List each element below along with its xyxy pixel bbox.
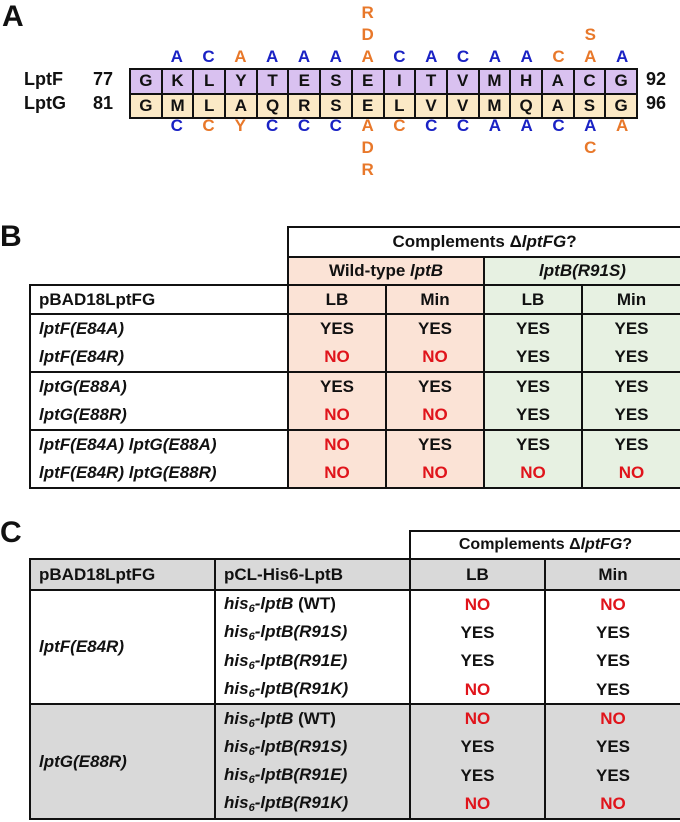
substitution-column: [161, 2, 193, 68]
substitution-letter: C: [393, 116, 406, 135]
result-cell: NO: [410, 704, 545, 733]
result-cell: YES: [386, 314, 484, 343]
lptb-r91s-header: lptB(R91S): [484, 257, 680, 285]
substitution-column: [606, 2, 638, 68]
subscript: 6: [248, 603, 255, 616]
construct-variant: (R91E): [293, 765, 348, 785]
blank-corner: [30, 227, 288, 257]
substitution-column: [479, 115, 511, 181]
substitution-column: [193, 2, 225, 68]
construct-gene: -lptB: [254, 793, 294, 813]
result-cell: YES: [484, 401, 582, 430]
substitution-letter: A: [329, 47, 342, 66]
substitution-letter: C: [584, 138, 597, 157]
result-cell: YES: [582, 343, 680, 372]
result-cell: NO: [545, 590, 680, 619]
lptg-residue: S: [573, 95, 605, 118]
substitution-column: [129, 2, 161, 68]
result-cell: NO: [410, 590, 545, 619]
substitution-letter: Y: [234, 116, 247, 135]
result-cell: YES: [410, 619, 545, 648]
table-row: [30, 372, 680, 401]
substitution-letter: A: [520, 116, 533, 135]
substitution-column: [224, 115, 256, 181]
table-row: [30, 314, 680, 343]
construct-gene: -lptB: [254, 650, 294, 670]
lptg-end: 96: [646, 93, 667, 113]
row-label: lptG(E88R): [30, 401, 288, 430]
substitution-column: [447, 115, 479, 181]
substitution-column: [574, 115, 606, 181]
substitution-letter: C: [393, 47, 406, 66]
lptf-residue: E: [351, 70, 383, 93]
substitution-column: [320, 115, 352, 181]
construct-gene: -lptB: [254, 765, 294, 785]
result-cell: YES: [410, 647, 545, 676]
result-cell: YES: [410, 733, 545, 762]
lptf-residue: T: [256, 70, 288, 93]
lptg-residue: M: [478, 95, 510, 118]
lptf-residue: C: [573, 70, 605, 93]
lptf-residue: Y: [224, 70, 256, 93]
substitution-letter: C: [425, 116, 438, 135]
result-cell: NO: [545, 704, 680, 733]
table-row: [30, 704, 680, 733]
lptg-sequence-row: [131, 93, 636, 118]
result-cell: NO: [410, 790, 545, 819]
substitution-letter: C: [202, 47, 215, 66]
complementation-table-c: [29, 530, 680, 820]
table-row: [30, 430, 680, 459]
result-cell: NO: [484, 459, 582, 488]
substitution-column: [415, 115, 447, 181]
col-lb-wt: LB: [288, 285, 386, 314]
result-cell: YES: [410, 762, 545, 791]
header-suffix: ?: [622, 536, 633, 553]
construct-label: [215, 704, 410, 733]
row-label: lptG(E88A): [30, 372, 288, 401]
result-cell: NO: [288, 401, 386, 430]
substitution-column: [543, 2, 575, 68]
lptf-residue: H: [509, 70, 541, 93]
construct-variant: (R91K): [293, 793, 349, 813]
substitution-column: [384, 115, 416, 181]
substitution-column: [288, 2, 320, 68]
construct-prefix: his: [224, 708, 249, 728]
substitution-letter: A: [488, 116, 501, 135]
substitution-column: [384, 2, 416, 68]
lptf-end: 92: [646, 69, 667, 89]
substitution-letter: C: [552, 47, 565, 66]
substitution-column: [352, 2, 384, 68]
result-cell: YES: [582, 430, 680, 459]
substitution-column: [256, 2, 288, 68]
substitution-column: [415, 2, 447, 68]
substitution-letter: R: [361, 3, 374, 22]
substitution-letter: A: [361, 116, 374, 135]
construct-variant: (R91K): [293, 679, 349, 699]
lptg-start: 81: [93, 93, 114, 113]
lptg-label: LptG: [24, 93, 66, 113]
substitution-letter: A: [170, 47, 183, 66]
construct-variant: (WT): [293, 708, 336, 728]
substitution-column: [193, 115, 225, 181]
construct-variant: (R91S): [293, 736, 348, 756]
construct-label: [215, 590, 410, 619]
substitution-letter: A: [615, 116, 629, 135]
lptf-residue: I: [383, 70, 415, 93]
substitution-column: [352, 115, 384, 181]
construct-prefix: his: [224, 736, 249, 756]
lptg-residue: A: [224, 95, 256, 118]
result-cell: YES: [484, 430, 582, 459]
col-pbad18: pBAD18LptFG: [30, 559, 215, 590]
substitution-letter: C: [329, 116, 342, 135]
lptf-residue: L: [192, 70, 224, 93]
construct-prefix: his: [224, 679, 249, 699]
result-cell: NO: [288, 430, 386, 459]
table-row: [30, 401, 680, 430]
col-min-wt: Min: [386, 285, 484, 314]
subscript: 6: [248, 802, 255, 815]
substitution-letter: A: [361, 47, 374, 66]
substitution-letter: A: [488, 47, 501, 66]
subscript: 6: [248, 631, 255, 644]
construct-prefix: his: [224, 594, 249, 614]
lptg-residue: V: [414, 95, 446, 118]
substitution-column: [161, 115, 193, 181]
substitution-letter: A: [520, 47, 533, 66]
row-label: lptF(E84R): [30, 343, 288, 372]
substitution-letter: C: [170, 116, 183, 135]
construct-variant: (R91S): [293, 622, 348, 642]
substitution-letter: A: [615, 47, 629, 66]
construct-label: [215, 647, 410, 676]
lptg-residue: V: [446, 95, 478, 118]
complementation-table-b: [29, 226, 680, 489]
substitution-column: [320, 2, 352, 68]
subscript: 6: [248, 774, 255, 787]
result-cell: YES: [386, 372, 484, 401]
header-gene: lptFG: [580, 536, 623, 553]
col-pcl-his6-lptb: pCL-His6-LptB: [215, 559, 410, 590]
lptf-start: 77: [93, 69, 114, 89]
table-row: [30, 590, 680, 619]
substitution-column: [543, 115, 575, 181]
result-cell: YES: [582, 314, 680, 343]
wild-type-lptb-header: [288, 257, 484, 285]
substitution-letter: A: [425, 47, 438, 66]
table-row: [30, 459, 680, 488]
construct-gene: -lptB: [254, 594, 294, 614]
construct-prefix: his: [224, 622, 249, 642]
lptf-residue: M: [478, 70, 510, 93]
panel-c-label: C: [0, 516, 22, 549]
result-cell: YES: [582, 401, 680, 430]
result-cell: YES: [545, 762, 680, 791]
lptg-residue: S: [319, 95, 351, 118]
result-cell: NO: [288, 343, 386, 372]
substitution-letter: C: [297, 116, 311, 135]
construct-variant: (WT): [293, 594, 336, 614]
result-cell: NO: [386, 343, 484, 372]
result-cell: YES: [484, 343, 582, 372]
substitution-column: [574, 2, 606, 68]
header-gene: lptFG: [521, 232, 567, 251]
lptf-label: LptF: [24, 69, 63, 89]
result-cell: NO: [288, 459, 386, 488]
lptf-substitutions: [129, 2, 638, 68]
lptf-residue: A: [541, 70, 573, 93]
result-cell: YES: [386, 430, 484, 459]
construct-label: [215, 619, 410, 648]
substitution-letter: C: [552, 116, 565, 135]
result-cell: YES: [484, 314, 582, 343]
lptg-residue: Q: [509, 95, 541, 118]
substitution-letter: C: [456, 116, 470, 135]
substitution-column: [511, 115, 543, 181]
substitution-letter: S: [584, 25, 596, 44]
lptg-residue: A: [541, 95, 573, 118]
substitution-column: [288, 115, 320, 181]
substitution-column: [511, 2, 543, 68]
substitution-letter: C: [456, 47, 470, 66]
panel-b-label: B: [0, 220, 22, 253]
header-text: Complements Δ: [458, 536, 581, 553]
construct-gene: -lptB: [254, 679, 294, 699]
substitution-letter: A: [584, 47, 597, 66]
wt-gene: lptB: [410, 261, 444, 280]
complements-header-c: [410, 531, 680, 559]
blank-corner-2: [30, 257, 288, 285]
header-text: Complements Δ: [392, 232, 522, 251]
result-cell: YES: [545, 676, 680, 705]
substitution-letter: R: [361, 160, 374, 179]
substitution-letter: D: [361, 25, 374, 44]
construct-prefix: his: [224, 650, 249, 670]
row-label: lptF(E84R) lptG(E88R): [30, 459, 288, 488]
sequence-alignment: [129, 68, 638, 119]
lptg-residue: G: [604, 95, 636, 118]
lptf-residue: G: [139, 71, 153, 91]
construct-label: [215, 733, 410, 762]
result-cell: NO: [386, 459, 484, 488]
construct-prefix: his: [224, 793, 249, 813]
row-label: lptF(E84A) lptG(E88A): [30, 430, 288, 459]
subscript: 6: [248, 717, 255, 730]
result-cell: YES: [484, 372, 582, 401]
lptg-residue: G: [139, 95, 153, 115]
lptg-residue: R: [287, 95, 319, 118]
lptf-residue: G: [604, 70, 636, 93]
substitution-letter: A: [266, 47, 279, 66]
substitution-letter: A: [234, 47, 247, 66]
lptg-residue: E: [351, 95, 383, 118]
pbad18-header: pBAD18LptFG: [30, 285, 288, 314]
table-row: [30, 343, 680, 372]
col-min: Min: [545, 559, 680, 590]
col-min-mut: Min: [582, 285, 680, 314]
group-label: lptG(E88R): [30, 704, 215, 818]
blank-corner: [30, 531, 410, 559]
subscript: 6: [248, 745, 255, 758]
substitution-column: [447, 2, 479, 68]
subscript: 6: [248, 688, 255, 701]
lptf-sequence-row: [131, 70, 636, 93]
result-cell: NO: [410, 676, 545, 705]
lptf-residue: S: [319, 70, 351, 93]
construct-gene: -lptB: [254, 708, 294, 728]
construct-gene: -lptB: [254, 622, 294, 642]
lptg-residue: L: [192, 95, 224, 118]
col-lb-mut: LB: [484, 285, 582, 314]
result-cell: YES: [288, 372, 386, 401]
substitution-letter: C: [202, 116, 215, 135]
result-cell: YES: [545, 619, 680, 648]
subscript: 6: [248, 659, 255, 672]
col-lb: LB: [410, 559, 545, 590]
substitution-letter: D: [361, 138, 374, 157]
panel-a-label: A: [2, 0, 24, 33]
lptg-residue: L: [383, 95, 415, 118]
lptg-residue: Q: [256, 95, 288, 118]
result-cell: YES: [545, 733, 680, 762]
group-label: lptF(E84R): [30, 590, 215, 704]
result-cell: NO: [386, 401, 484, 430]
lptf-residue: E: [287, 70, 319, 93]
substitution-letter: A: [297, 47, 311, 66]
row-label: lptF(E84A): [30, 314, 288, 343]
result-cell: YES: [582, 372, 680, 401]
result-cell: YES: [545, 647, 680, 676]
lptg-substitutions: [129, 115, 638, 181]
lptf-residue: K: [161, 70, 193, 93]
result-cell: NO: [582, 459, 680, 488]
substitution-letter: A: [584, 116, 597, 135]
lptf-residue: V: [446, 70, 478, 93]
substitution-column: [256, 115, 288, 181]
substitution-column: [479, 2, 511, 68]
construct-variant: (R91E): [293, 650, 348, 670]
construct-gene: -lptB: [254, 736, 294, 756]
construct-label: [215, 676, 410, 705]
substitution-column: [224, 2, 256, 68]
lptg-residue: M: [161, 95, 193, 118]
construct-label: [215, 790, 410, 819]
construct-prefix: his: [224, 765, 249, 785]
header-suffix: ?: [566, 232, 577, 251]
result-cell: NO: [545, 790, 680, 819]
substitution-column: [606, 115, 638, 181]
result-cell: YES: [288, 314, 386, 343]
complements-header: [288, 227, 680, 257]
construct-label: [215, 762, 410, 791]
wt-prefix: Wild-type: [328, 261, 411, 280]
lptf-residue: T: [414, 70, 446, 93]
substitution-column: [129, 115, 161, 181]
substitution-letter: C: [266, 116, 279, 135]
